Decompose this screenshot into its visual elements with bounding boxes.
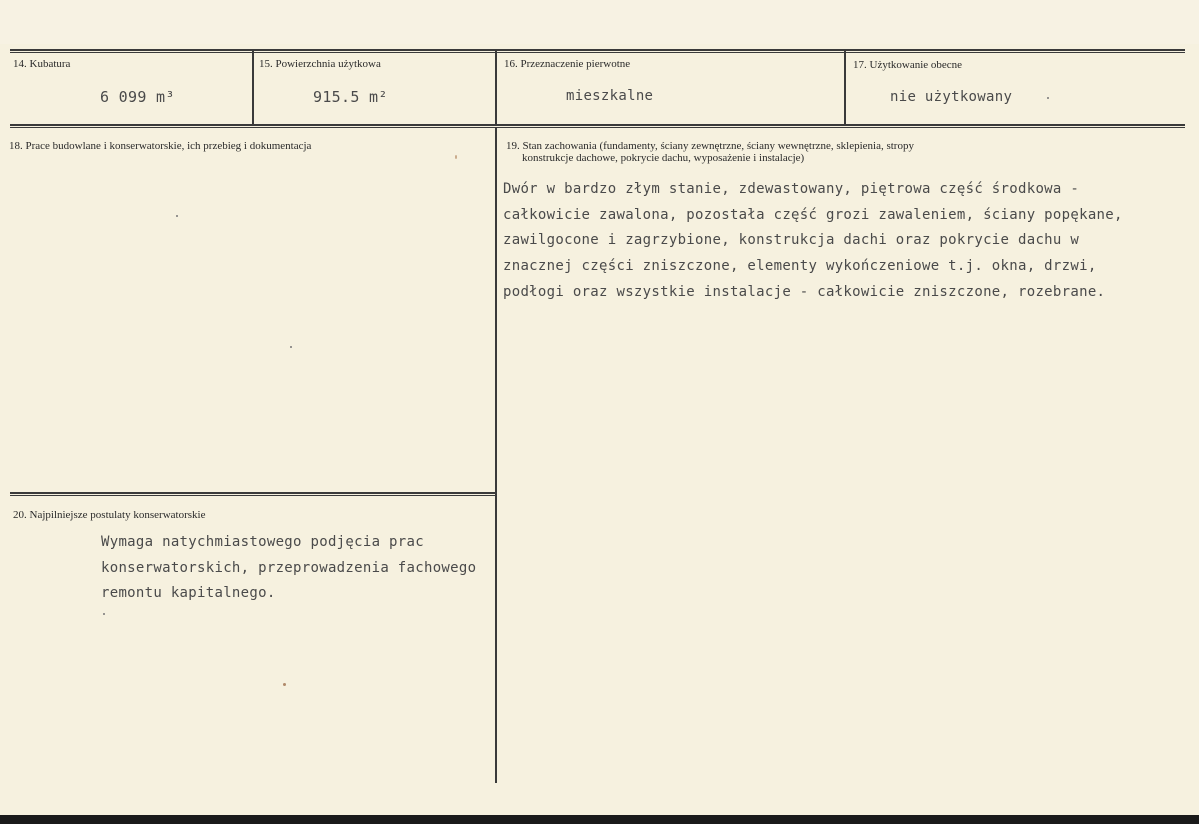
bottom-edge (0, 815, 1199, 824)
paper-speck (176, 215, 178, 217)
stan-zachowania-line: podłogi oraz wszystkie instalacje - całkowicie zniszczone, rozebrane. (503, 284, 1106, 300)
przeznaczenie-label: 16. Przeznaczenie pierwotne (504, 58, 631, 70)
divider-left-right (495, 127, 497, 783)
stan-zachowania-line: Dwór w bardzo złym stanie, zdewastowany, piętrowa część środkowa - (503, 181, 1080, 197)
prace-budowlane-label: 18. Prace budowlane i konserwatorskie, ich przebieg i dokumentacja (9, 140, 312, 152)
stan-zachowania-line: znacznej części zniszczone, elementy wykończeniowe t.j. okna, drzwi, (503, 258, 1097, 274)
row1-bottom-rule (10, 124, 1185, 126)
divider-15-16 (495, 50, 497, 126)
divider-18-20-thin (10, 495, 496, 496)
uzytkowanie-value: nie użytkowany (890, 89, 1013, 105)
stan-zachowania-label-line1: 19. Stan zachowania (fundamenty, ściany zewnętrzne, ściany wewnętrzne, sklepienia, stropy (506, 140, 914, 152)
divider-16-17 (844, 50, 846, 126)
postulaty-line: remontu kapitalnego. (101, 585, 276, 601)
stan-zachowania-label-line2: konstrukcje dachowe, pokrycie dachu, wyposażenie i instalacje) (522, 152, 805, 164)
uzytkowanie-label: 17. Użytkowanie obecne (853, 59, 963, 71)
divider-14-15 (252, 50, 254, 126)
paper-speck (455, 155, 457, 159)
paper-speck (103, 613, 105, 615)
przeznaczenie-value: mieszkalne (566, 88, 654, 104)
top-rule-thin (10, 52, 1185, 53)
powierzchnia-label: 15. Powierzchnia użytkowa (259, 58, 381, 70)
kubatura-value: 6 099 m³ (100, 88, 175, 106)
postulaty-line: konserwatorskich, przeprowadzenia fachowego (101, 560, 477, 576)
powierzchnia-value: 915.5 m² (313, 88, 388, 106)
paper-speck (290, 346, 292, 348)
paper-speck (283, 683, 286, 686)
top-rule (10, 49, 1185, 51)
paper-speck (1047, 97, 1049, 99)
top-margin (0, 0, 1199, 44)
postulaty-line: Wymaga natychmiastowego podjęcia prac (101, 534, 424, 550)
divider-18-20 (10, 492, 496, 494)
kubatura-label: 14. Kubatura (13, 58, 71, 70)
stan-zachowania-line: całkowicie zawalona, pozostała część grozi zawaleniem, ściany popękane, (503, 207, 1123, 223)
row1-bottom-rule-thin (10, 127, 1185, 128)
postulaty-label: 20. Najpilniejsze postulaty konserwatorskie (13, 509, 206, 521)
stan-zachowania-line: zawilgocone i zagrzybione, konstrukcja dachi oraz pokrycie dachu w (503, 232, 1080, 248)
